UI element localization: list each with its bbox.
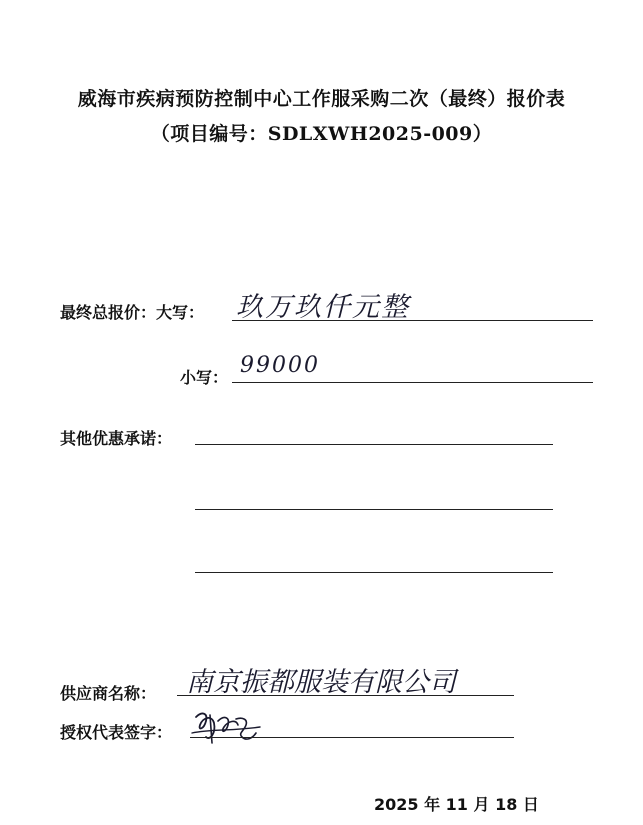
signature-label: 授权代表签字： [60,723,173,742]
capital-amount-line [232,320,593,321]
capital-amount-handwriting: 玖万玖仟元整 [236,292,410,323]
handwritten-signature [190,703,262,747]
commitments-line-3 [195,572,553,573]
commitments-label: 其他优惠承诺： [60,429,173,448]
numeric-amount-label: 小写： [180,368,229,387]
numeric-amount-line [232,382,593,383]
project-number: （项目编号：SDLXWH2025-009） [150,123,493,145]
supplier-name-handwriting: 南京振都服装有限公司 [186,667,456,698]
supplier-name-line [177,695,514,696]
supplier-name-label: 供应商名称： [60,684,157,703]
signature-line [190,737,514,738]
total-quote-label: 最终总报价：大写： [60,303,205,322]
commitments-line-2 [195,509,553,510]
commitments-line-1 [195,444,553,445]
numeric-amount-handwriting: 99000 [240,353,320,378]
document-title: 威海市疾病预防控制中心工作服采购二次（最终）报价表 [77,88,566,110]
document-date: 2025 年 11 月 18 日 [374,795,539,814]
